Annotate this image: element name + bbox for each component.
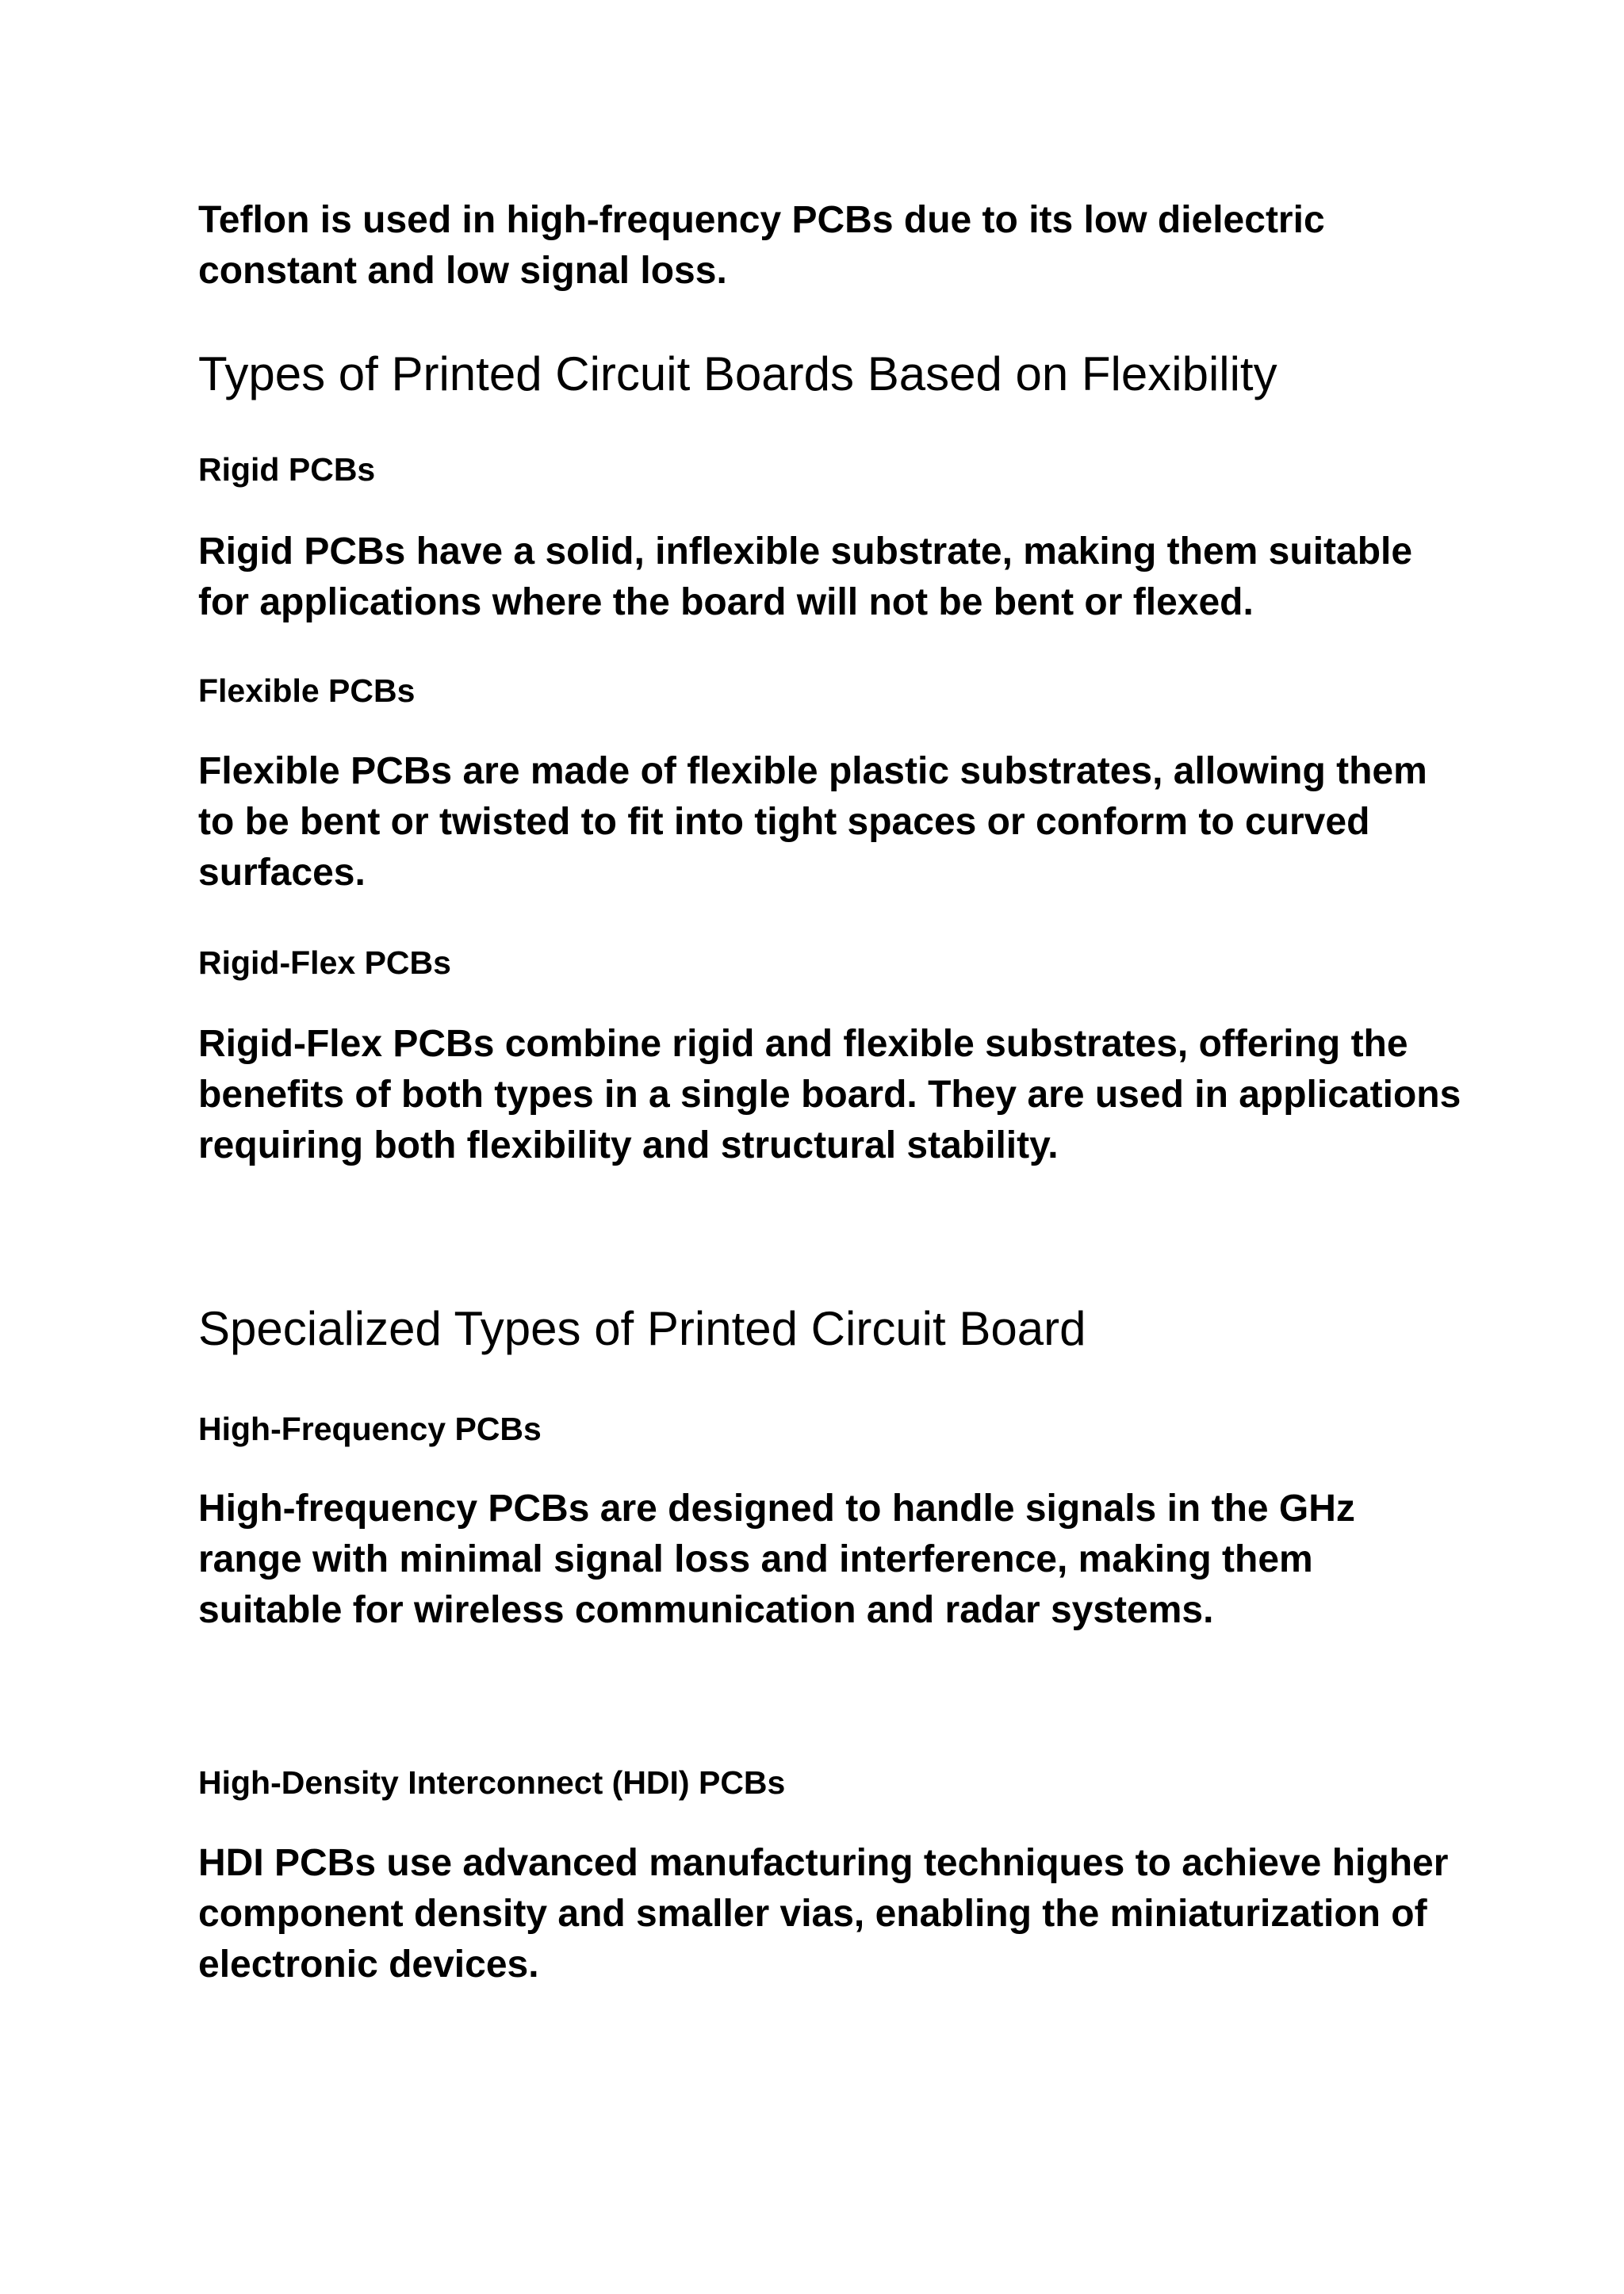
paragraph-hdi-pcbs: HDI PCBs use advanced manufacturing techniques to achieve higher component density and smaller vias, enabling the miniaturization of electronic devices. xyxy=(198,1842,1449,1986)
subheading-rigid-flex-pcbs: Rigid-Flex PCBs xyxy=(198,944,451,981)
section-heading-flexibility: Types of Printed Circuit Boards Based on Flexibility xyxy=(198,347,1277,400)
paragraph-flexible-pcbs: Flexible PCBs are made of flexible plastic substrates, allowing them to be bent or twisted to fit into tight spaces or conform to curved surfaces. xyxy=(198,750,1427,894)
paragraph-rigid-flex-pcbs: Rigid-Flex PCBs combine rigid and flexible substrates, offering the benefits of both types in a single board. They are used in applications requiring both flexibility and structural stability. xyxy=(198,1023,1461,1166)
subheading-rigid-pcbs: Rigid PCBs xyxy=(198,451,376,488)
section-heading-specialized: Specialized Types of Printed Circuit Board xyxy=(198,1302,1086,1355)
intro-paragraph: Teflon is used in high-frequency PCBs due to its low dielectric constant and low signal loss. xyxy=(198,199,1325,292)
paragraph-rigid-pcbs: Rigid PCBs have a solid, inflexible substrate, making them suitable for applications where the board will not be bent or flexed. xyxy=(198,530,1413,623)
subheading-flexible-pcbs: Flexible PCBs xyxy=(198,672,416,709)
paragraph-high-frequency-pcbs: High-frequency PCBs are designed to handle signals in the GHz range with minimal signal loss and interference, making them suitable for wireless communication and radar systems. xyxy=(198,1488,1355,1631)
subheading-hdi-pcbs: High-Density Interconnect (HDI) PCBs xyxy=(198,1764,786,1801)
subheading-high-frequency-pcbs: High-Frequency PCBs xyxy=(198,1411,542,1447)
